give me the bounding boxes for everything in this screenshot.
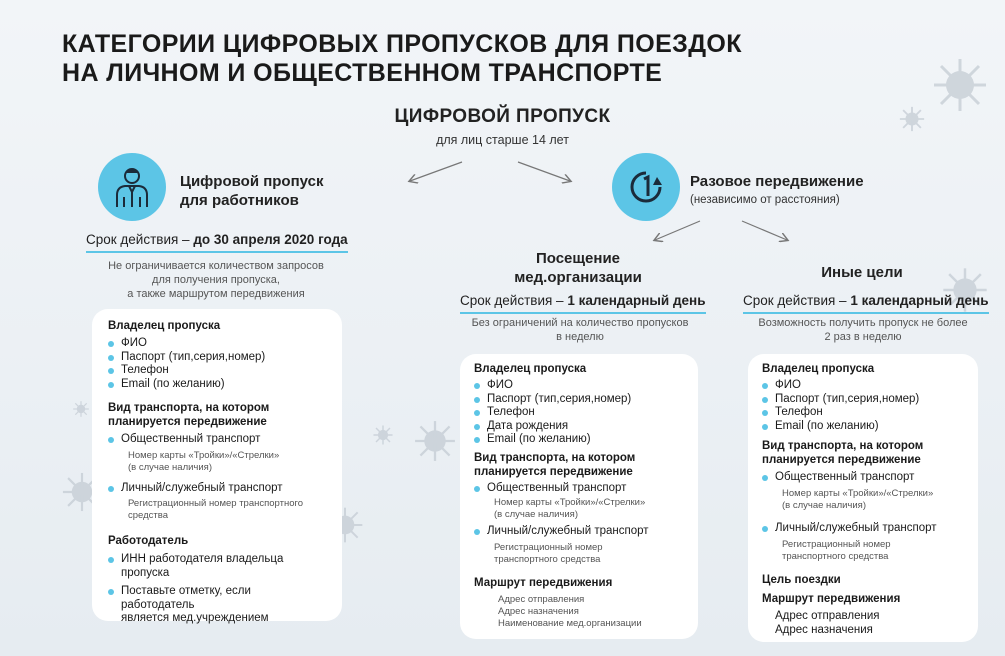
other-card bbox=[748, 354, 978, 642]
workers-note bbox=[86, 259, 346, 301]
worker-icon bbox=[98, 153, 166, 221]
list-item: Email (по желанию) bbox=[762, 420, 964, 434]
transport-list-2 bbox=[762, 522, 964, 536]
personal-note-line-1: Регистрационный номер bbox=[782, 539, 891, 550]
list-item: ФИО bbox=[762, 379, 964, 393]
single-sub: (независимо от расстояния) bbox=[690, 194, 840, 206]
single-label: Разовое передвижение bbox=[690, 173, 864, 190]
owner-heading: Владелец пропуска bbox=[474, 363, 587, 375]
public-note bbox=[474, 497, 684, 521]
workers-note-line-3: а также маршрутом передвижения bbox=[127, 288, 305, 300]
transport-heading-line-1: Вид транспорта, на котором bbox=[108, 402, 270, 414]
workers-term-value: до 30 апреля 2020 года bbox=[193, 232, 348, 247]
list-item: Адрес назначения bbox=[775, 623, 873, 636]
one-time-arrow-icon bbox=[612, 153, 680, 221]
list-item: Общественный транспорт bbox=[762, 471, 964, 485]
list-item: Общественный транспорт bbox=[474, 482, 684, 496]
workers-label-line-2: для работников bbox=[180, 192, 299, 209]
transport-list-2 bbox=[474, 525, 684, 539]
medical-term-prefix: Срок действия – bbox=[460, 293, 568, 308]
title-line-1: КАТЕГОРИИ ЦИФРОВЫХ ПРОПУСКОВ ДЛЯ ПОЕЗДОК bbox=[62, 30, 742, 58]
public-note-line-2: (в случае наличия) bbox=[128, 461, 212, 473]
route-list bbox=[762, 610, 964, 637]
arrow-to-workers bbox=[410, 162, 462, 181]
workers-term-prefix: Срок действия – bbox=[86, 232, 194, 247]
list-item: Паспорт (тип,серия,номер) bbox=[108, 351, 326, 365]
workers-term bbox=[86, 232, 348, 253]
route-heading: Маршрут передвижения bbox=[474, 576, 613, 589]
other-note-line-1: Возможность получить пропуск не более bbox=[758, 317, 968, 329]
other-note-line-2: 2 раз в неделю bbox=[824, 331, 902, 343]
owner-heading: Владелец пропуска bbox=[762, 363, 875, 375]
list-item: ИНН работодателя владельца пропуска bbox=[108, 553, 326, 580]
transport-list-2 bbox=[108, 482, 326, 496]
list-item: ФИО bbox=[474, 379, 684, 393]
public-note-line-2: (в случае наличия) bbox=[494, 509, 578, 520]
public-note bbox=[108, 450, 326, 474]
other-term bbox=[743, 293, 989, 314]
personal-note-line-2: транспортного средства bbox=[494, 553, 601, 565]
arrow-to-single bbox=[518, 162, 570, 181]
owner-list bbox=[474, 379, 684, 447]
personal-note bbox=[762, 539, 964, 563]
arrow-to-medical bbox=[655, 221, 700, 240]
medical-label bbox=[478, 249, 678, 287]
transport-list bbox=[474, 482, 684, 496]
list-item: Email (по желанию) bbox=[108, 378, 326, 392]
workers-label bbox=[180, 172, 323, 210]
medical-label-line-1: Посещение bbox=[535, 250, 621, 267]
transport-heading bbox=[762, 439, 964, 467]
route-heading: Маршрут передвижения bbox=[762, 593, 901, 605]
public-note-line-1: Номер карты «Тройки»/«Стрелки» bbox=[128, 449, 280, 461]
medical-note bbox=[455, 316, 705, 344]
list-item: Паспорт (тип,серия,номер) bbox=[474, 393, 684, 407]
employer-item-line-1: Поставьте отметку, если работодатель bbox=[121, 585, 251, 611]
list-item: Адрес отправления bbox=[498, 593, 585, 605]
arrow-to-other bbox=[742, 221, 787, 240]
public-note-line-1: Номер карты «Тройки»/«Стрелки» bbox=[782, 487, 934, 499]
personal-note-line-2: средства bbox=[128, 510, 168, 521]
transport-heading bbox=[474, 451, 684, 479]
list-item: Телефон bbox=[474, 406, 684, 420]
center-subtitle: для лиц старше 14 лет bbox=[436, 133, 569, 147]
employer-list bbox=[108, 553, 326, 626]
transport-heading-line-2: планируется передвижение bbox=[108, 416, 267, 428]
other-term-prefix: Срок действия – bbox=[743, 293, 851, 308]
route-list bbox=[474, 594, 684, 630]
title-line-2: НА ЛИЧНОМ И ОБЩЕСТВЕННОМ ТРАНСПОРТЕ bbox=[62, 59, 663, 87]
transport-heading-line-1: Вид транспорта, на котором bbox=[762, 440, 924, 452]
public-note-line-2: (в случае наличия) bbox=[782, 499, 866, 511]
medical-note-line-2: в неделю bbox=[556, 331, 604, 343]
employer-item-line-2: является мед.учреждением bbox=[121, 612, 269, 624]
employer-heading: Работодатель bbox=[108, 535, 189, 547]
workers-label-line-1: Цифровой пропуск bbox=[180, 173, 324, 190]
list-item: Наименование мед.организации bbox=[498, 617, 642, 629]
medical-term-value: 1 календарный день bbox=[567, 293, 706, 308]
personal-note-line-1: Регистрационный номер bbox=[494, 541, 603, 553]
personal-note bbox=[108, 498, 326, 522]
list-item: Телефон bbox=[762, 406, 964, 420]
transport-list bbox=[108, 433, 326, 447]
personal-note-line-2: транспортного средства bbox=[782, 551, 889, 562]
transport-list bbox=[762, 471, 964, 485]
other-term-value: 1 календарный день bbox=[850, 293, 989, 308]
list-item: Личный/служебный транспорт bbox=[762, 522, 964, 536]
transport-heading-line-2: планируется передвижение bbox=[762, 454, 921, 466]
personal-note-line-1: Регистрационный номер транспортного bbox=[128, 498, 304, 509]
transport-heading bbox=[108, 401, 326, 429]
center-title: ЦИФРОВОЙ ПРОПУСК bbox=[394, 106, 611, 127]
owner-list bbox=[762, 379, 964, 433]
transport-heading-line-2: планируется передвижение bbox=[474, 465, 633, 478]
workers-card bbox=[92, 309, 342, 624]
medical-note-line-1: Без ограничений на количество пропусков bbox=[471, 317, 689, 329]
list-item: Адрес назначения bbox=[498, 605, 579, 617]
list-item bbox=[108, 585, 326, 626]
workers-note-line-1: Не ограничивается количеством запросов bbox=[108, 260, 324, 272]
owner-heading: Владелец пропуска bbox=[108, 320, 221, 332]
medical-term bbox=[460, 293, 706, 314]
list-item: Адрес отправления bbox=[775, 610, 880, 622]
transport-heading-line-1: Вид транспорта, на котором bbox=[474, 451, 636, 464]
list-item: Телефон bbox=[108, 364, 326, 378]
list-item: ФИО bbox=[108, 337, 326, 351]
workers-note-line-2: для получения пропуска, bbox=[152, 274, 280, 286]
list-item: Дата рождения bbox=[474, 420, 684, 434]
other-note bbox=[738, 316, 988, 344]
list-item: Личный/служебный транспорт bbox=[474, 525, 684, 539]
list-item: Паспорт (тип,серия,номер) bbox=[762, 393, 964, 407]
owner-list bbox=[108, 337, 326, 391]
medical-label-line-2: мед.организации bbox=[514, 269, 642, 286]
purpose-heading: Цель поездки bbox=[762, 574, 841, 586]
medical-card bbox=[460, 354, 698, 639]
other-label: Иные цели bbox=[821, 264, 903, 281]
list-item: Личный/служебный транспорт bbox=[108, 482, 326, 496]
list-item: Общественный транспорт bbox=[108, 433, 326, 447]
personal-note bbox=[474, 542, 684, 566]
list-item: Email (по желанию) bbox=[474, 433, 684, 447]
public-note bbox=[762, 488, 964, 512]
public-note-line-1: Номер карты «Тройки»/«Стрелки» bbox=[494, 497, 646, 508]
